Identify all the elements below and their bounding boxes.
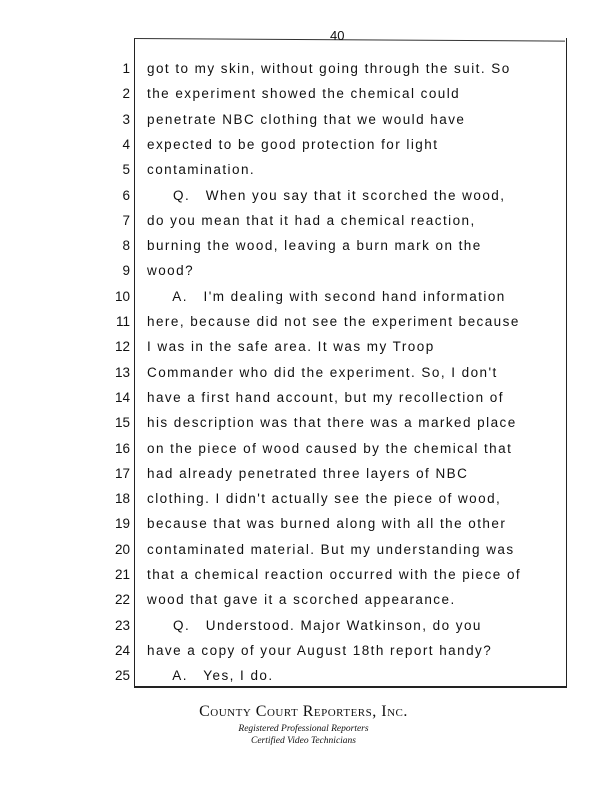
line-number: 5 [122, 162, 130, 178]
transcript-line: wood? [147, 263, 195, 279]
transcript-line: the experiment showed the chemical could [147, 86, 461, 102]
line-number: 20 [114, 541, 130, 557]
transcript-line: contaminated material. But my understanding was [147, 541, 515, 557]
footer-company: County Court Reporters, Inc. [199, 703, 408, 720]
line-number: 19 [114, 516, 130, 532]
line-number: 15 [114, 415, 130, 431]
line-number: 8 [122, 238, 130, 254]
transcript-line: Q. When you say that it scorched the wood, [147, 187, 506, 203]
transcript-line: his description was that there was a marked place [147, 415, 517, 431]
page-border [134, 38, 567, 688]
page-number: 40 [330, 28, 345, 43]
footer-tagline-2: Certified Video Technicians [250, 736, 356, 746]
line-number: 24 [114, 642, 130, 658]
transcript-line: got to my skin, without going through the suit. So [147, 61, 511, 76]
line-number: 7 [122, 212, 130, 228]
transcript-line: A. I'm dealing with second hand information [147, 288, 506, 304]
transcript-line: burning the wood, leaving a burn mark on the [147, 238, 482, 254]
transcript-line: that a chemical reaction occurred with the piece of [147, 567, 522, 582]
transcript-line: clothing. I didn't actually see the piece of wood, [147, 491, 502, 507]
transcript-line: Q. Understood. Major Watkinson, do you [147, 617, 482, 633]
line-number: 2 [122, 86, 130, 102]
line-number: 13 [114, 364, 130, 380]
line-number: 10 [114, 288, 130, 304]
transcript-line: have a first hand account, but my recollection of [147, 389, 504, 405]
line-number: 4 [122, 136, 130, 152]
line-number: 6 [122, 187, 130, 203]
line-number: 23 [114, 617, 130, 633]
transcript-line: contamination. [147, 162, 256, 178]
line-number: 11 [115, 314, 130, 329]
line-number: 17 [114, 465, 130, 481]
transcript-line: had already penetrated three layers of NBC [147, 465, 469, 481]
line-number: 18 [114, 491, 130, 507]
transcript-line: I was in the safe area. It was my Troop [147, 339, 435, 355]
transcript-line: on the piece of wood caused by the chemical that [147, 440, 513, 456]
footer-tagline-1: Registered Professional Reporters [238, 724, 369, 734]
line-number: 22 [114, 592, 130, 608]
transcript-line: wood that gave it a scorched appearance. [147, 592, 456, 608]
transcript-line: A. Yes, I do. [147, 668, 274, 684]
line-number: 12 [114, 339, 130, 355]
line-number: 3 [122, 111, 130, 127]
line-number: 25 [114, 668, 130, 684]
line-number: 21 [114, 567, 130, 582]
transcript-line: penetrate NBC clothing that we would have [147, 111, 466, 127]
line-number: 1 [122, 61, 130, 76]
transcript-line: expected to be good protection for light [147, 136, 439, 152]
transcript-line: do you mean that it had a chemical reaction, [147, 212, 476, 228]
transcript-line: because that was burned along with all the other [147, 516, 507, 532]
line-number: 16 [114, 440, 130, 456]
transcript-line: Commander who did the experiment. So, I don't [147, 364, 498, 380]
transcript-line: here, because did not see the experiment because [147, 314, 520, 329]
line-number: 14 [114, 389, 130, 405]
transcript-line: have a copy of your August 18th report handy? [147, 642, 493, 658]
line-number: 9 [122, 263, 130, 279]
